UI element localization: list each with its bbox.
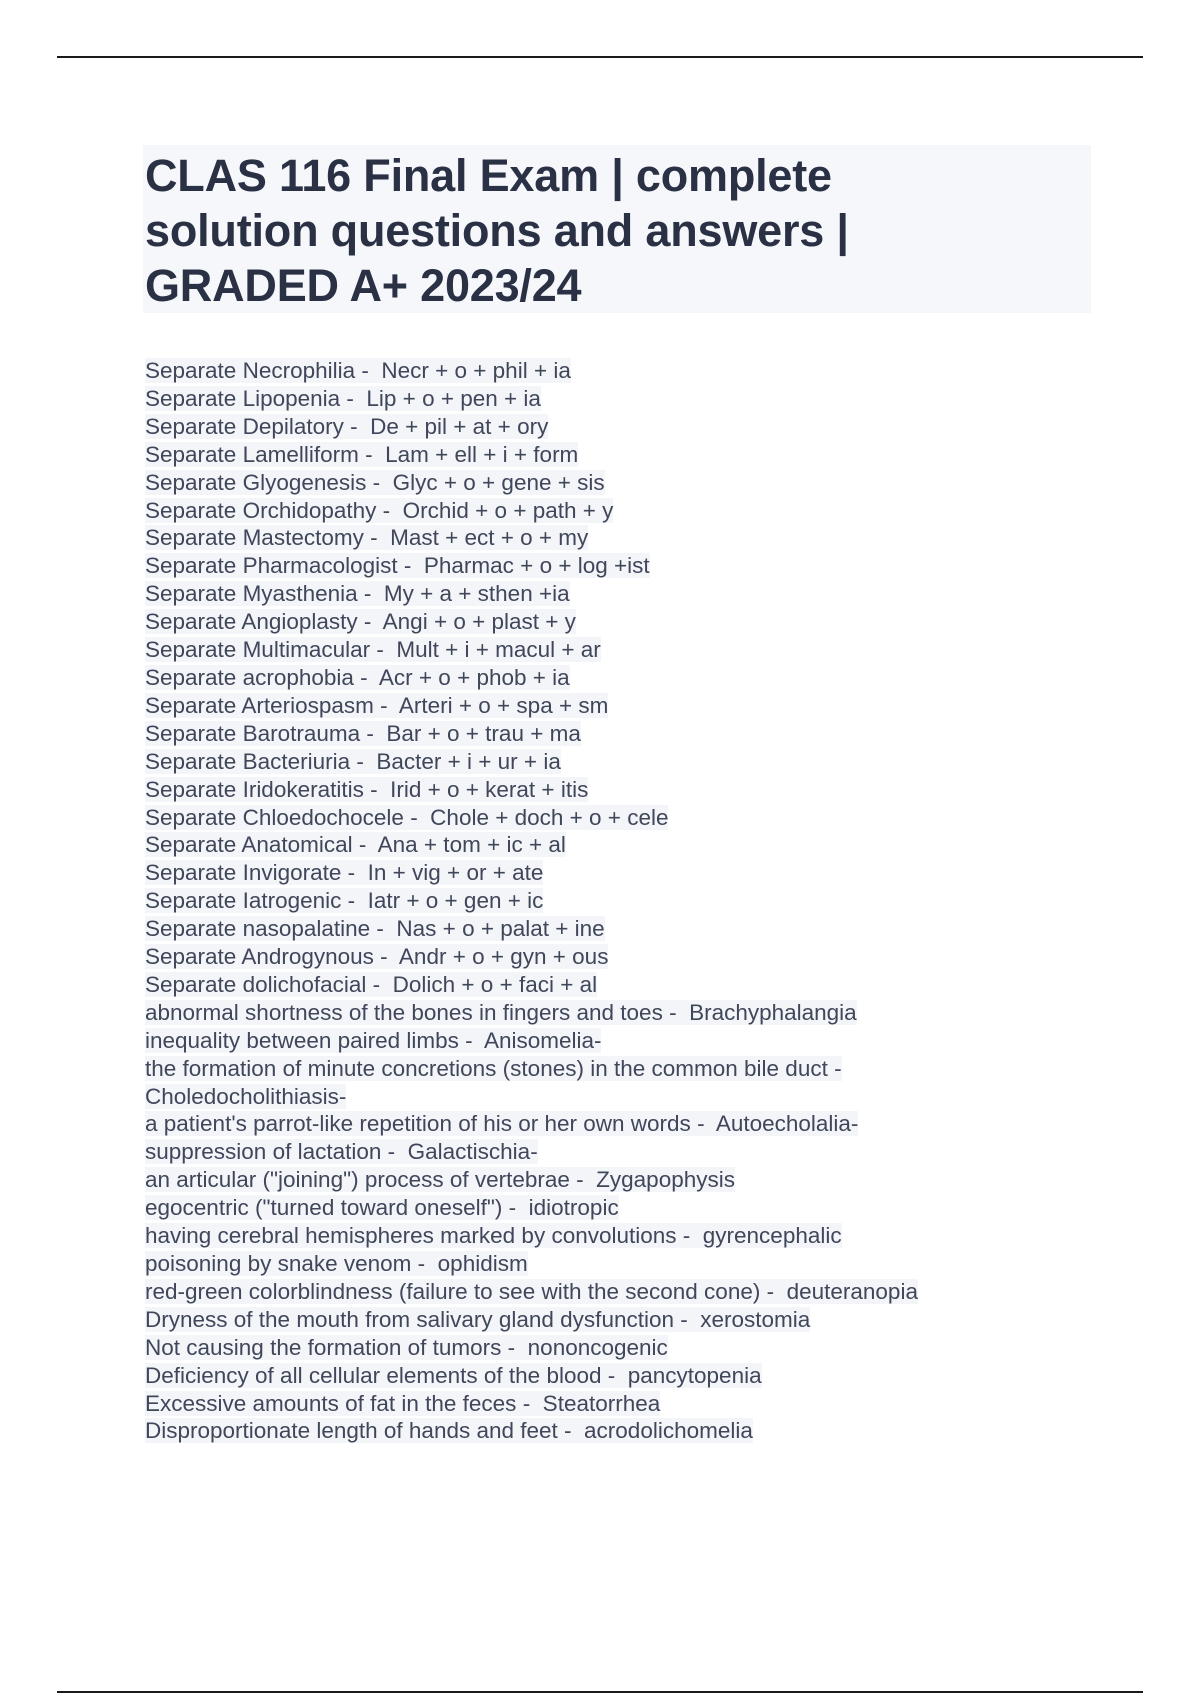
list-item (145, 971, 1145, 999)
list-item (145, 1278, 1145, 1306)
header-rule (57, 56, 1143, 58)
entry-text: Dryness of the mouth from salivary gland dysfunction - xerostomia (145, 1306, 811, 1332)
entry-text: Deficiency of all cellular elements of the blood - pancytopenia (145, 1362, 762, 1388)
entry-text: a patient's parrot-like repetition of his or her own words - Autoecholalia- (145, 1111, 859, 1137)
list-item (145, 385, 1145, 413)
entry-text: Separate Chloedochocele - Chole + doch + o + cele (145, 804, 669, 830)
list-item (145, 1250, 1145, 1278)
list-item (145, 1362, 1145, 1390)
document-title (145, 145, 1091, 313)
list-item (145, 999, 1145, 1027)
list-item (145, 357, 1145, 385)
entry-text: Separate Barotrauma - Bar + o + trau + ma (145, 720, 581, 746)
entry-text: Separate Lipopenia - Lip + o + pen + ia (145, 385, 541, 411)
entry-text: Separate Lamelliform - Lam + ell + i + form (145, 441, 579, 467)
entry-text: Separate Anatomical - Ana + tom + ic + al (145, 832, 566, 858)
list-item (145, 469, 1145, 497)
entry-text: Separate Iatrogenic - Iatr + o + gen + ic (145, 888, 544, 914)
entry-text: Separate nasopalatine - Nas + o + palat + ine (145, 916, 605, 942)
entry-text: Separate Pharmacologist - Pharmac + o + log +ist (145, 553, 650, 579)
list-item (145, 1222, 1145, 1250)
list-item (145, 552, 1145, 580)
entry-text: Separate acrophobia - Acr + o + phob + ia (145, 664, 570, 690)
entry-text: Separate Angioplasty - Angi + o + plast + y (145, 609, 576, 635)
list-item (145, 664, 1145, 692)
entry-text: the formation of minute concretions (stones) in the common bile duct - (145, 1055, 842, 1081)
list-item (145, 776, 1145, 804)
list-item (145, 636, 1145, 664)
list-item (145, 831, 1145, 859)
entry-text: Separate Arteriospasm - Arteri + o + spa + sm (145, 692, 609, 718)
entry-text: Separate Invigorate - In + vig + or + ate (145, 860, 544, 886)
list-item (145, 943, 1145, 971)
list-item (145, 524, 1145, 552)
list-item (145, 441, 1145, 469)
list-item (145, 608, 1145, 636)
list-item (145, 748, 1145, 776)
list-item (145, 1083, 1145, 1111)
list-item (145, 804, 1145, 832)
list-item (145, 1194, 1145, 1222)
entry-text: Not causing the formation of tumors - nononcogenic (145, 1334, 668, 1360)
list-item (145, 692, 1145, 720)
entry-text: an articular ("joining") process of vertebrae - Zygapophysis (145, 1167, 735, 1193)
title-line: solution questions and answers | (145, 205, 849, 256)
entry-text: Separate Orchidopathy - Orchid + o + path + y (145, 497, 614, 523)
entry-text: suppression of lactation - Galactischia- (145, 1139, 538, 1165)
entry-text: red-green colorblindness (failure to see with the second cone) - deuteranopia (145, 1278, 918, 1304)
entry-text: poisoning by snake venom - ophidism (145, 1251, 528, 1276)
entry-text: Separate Necrophilia - Necr + o + phil + ia (145, 358, 571, 383)
entry-text: Separate Iridokeratitis - Irid + o + kerat + itis (145, 776, 589, 802)
list-item (145, 1390, 1145, 1418)
entry-text: Separate Androgynous - Andr + o + gyn + ous (145, 944, 609, 970)
list-item (145, 887, 1145, 915)
entry-text: Excessive amounts of fat in the feces - Steatorrhea (145, 1390, 661, 1416)
entry-text: Separate Glyogenesis - Glyc + o + gene + sis (145, 469, 605, 495)
title-line: CLAS 116 Final Exam | complete (145, 150, 832, 201)
list-item (145, 1055, 1145, 1083)
list-item (145, 1110, 1145, 1138)
flashcard-list (145, 357, 1145, 1445)
entry-text: Disproportionate length of hands and feet - acrodolichomelia (145, 1418, 753, 1444)
list-item (145, 1417, 1145, 1445)
entry-text: egocentric ("turned toward oneself") - idiotropic (145, 1195, 619, 1221)
entry-text: abnormal shortness of the bones in fingers and toes - Brachyphalangia (145, 999, 857, 1025)
list-item (145, 1138, 1145, 1166)
list-item (145, 915, 1145, 943)
entry-text: Separate Bacteriuria - Bacter + i + ur + ia (145, 748, 561, 774)
entry-text: Separate Myasthenia - My + a + sthen +ia (145, 581, 570, 607)
list-item (145, 1027, 1145, 1055)
entry-text: inequality between paired limbs - Anisomelia- (145, 1027, 602, 1053)
entry-text: Separate Mastectomy - Mast + ect + o + my (145, 525, 589, 551)
entry-text: Separate dolichofacial - Dolich + o + faci + al (145, 971, 598, 997)
list-item (145, 1166, 1145, 1194)
list-item (145, 413, 1145, 441)
list-item (145, 1306, 1145, 1334)
entry-text: Separate Multimacular - Mult + i + macul + ar (145, 637, 601, 663)
list-item (145, 859, 1145, 887)
entry-text: Choledocholithiasis- (145, 1083, 347, 1109)
title-line: GRADED A+ 2023/24 (145, 260, 582, 311)
list-item (145, 720, 1145, 748)
entry-text: Separate Depilatory - De + pil + at + ory (145, 413, 549, 439)
list-item (145, 497, 1145, 525)
entry-text: having cerebral hemispheres marked by convolutions - gyrencephalic (145, 1223, 842, 1249)
title-block (143, 145, 1091, 313)
list-item (145, 580, 1145, 608)
footer-rule (57, 1691, 1143, 1693)
list-item (145, 1334, 1145, 1362)
